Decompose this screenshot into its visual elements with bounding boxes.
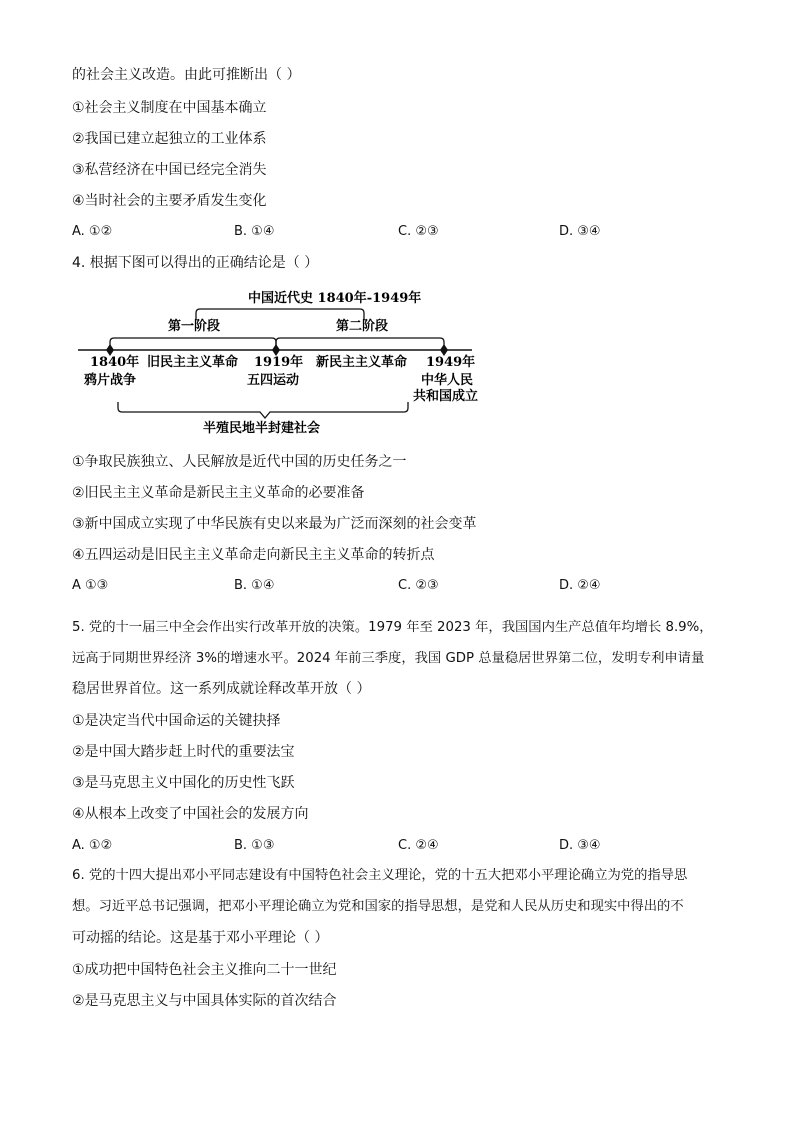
stage1-brace: [110, 338, 276, 348]
q5-item-3: ③是马克思主义中国化的历史性飞跃: [72, 775, 295, 791]
q4-option-c: C. ②③: [398, 578, 439, 593]
timeline-diagram: [0, 280, 794, 440]
diagram-stage2: 第二阶段: [336, 319, 389, 334]
q5-stem-line-1: 5. 党的十一届三中全会作出实行改革开放的决策。1979 年至 2023 年，我国国内生产总值年均增长 8.9%，: [72, 620, 713, 635]
q3-item-4: ④当时社会的主要矛盾发生变化: [72, 193, 267, 209]
diagram-top-label: 中国近代史 1840年-1949年: [248, 291, 422, 306]
q4-option-a: A ①③: [72, 578, 109, 593]
q3-option-c: C. ②③: [398, 224, 439, 239]
q3-option-d: D. ③④: [559, 224, 601, 239]
q3-item-3: ③私营经济在中国已经完全消失: [72, 162, 267, 178]
q4-stem: 4. 根据下图可以得出的正确结论是（ ）: [72, 255, 319, 271]
diagram-new-revolution: 新民主主义革命: [316, 355, 408, 370]
stage2-brace: [276, 338, 444, 348]
q5-option-c: C. ②④: [398, 838, 439, 853]
q5-option-b: B. ①③: [234, 838, 275, 853]
q6-stem-line-3: 可动摇的结论。这是基于邓小平理论（ ）: [72, 930, 329, 946]
q4-item-4: ④五四运动是旧民主主义革命走向新民主主义革命的转折点: [72, 547, 435, 563]
q6-item-2: ②是马克思主义与中国具体实际的首次结合: [72, 993, 337, 1009]
diagram-bottom-label: 半殖民地半封建社会: [203, 421, 321, 436]
q5-item-2: ②是中国大踏步赶上时代的重要法宝: [72, 744, 295, 760]
q6-stem-line-2: 想。习近平总书记强调，把邓小平理论确立为党和国家的指导思想，是党和人民从历史和现实中得出的不: [72, 899, 684, 914]
q6-stem-line-1: 6. 党的十四大提出邓小平同志建设有中国特色社会主义理论，党的十五大把邓小平理论确立为党的指导思: [72, 868, 688, 883]
q4-item-2: ②旧民主主义革命是新民主主义革命的必要准备: [72, 485, 365, 501]
q3-item-1: ①社会主义制度在中国基本确立: [72, 100, 267, 116]
q5-option-d: D. ③④: [559, 838, 601, 853]
diagram-stage1: 第一阶段: [168, 319, 221, 334]
q4-item-1: ①争取民族独立、人民解放是近代中国的历史任务之一: [72, 454, 407, 470]
q3-option-b: B. ①④: [234, 224, 275, 239]
q5-item-1: ①是决定当代中国命运的关键抉择: [72, 713, 281, 729]
q4-item-3: ③新中国成立实现了中华民族有史以来最为广泛而深刻的社会变革: [72, 516, 477, 532]
q5-option-a: A. ①②: [72, 838, 113, 853]
diagram-event-1949-line1: 中华人民: [421, 373, 474, 388]
diagram-year-1949: 1949年: [426, 355, 476, 370]
q3-option-a: A. ①②: [72, 224, 113, 239]
q5-stem-line-2: 远高于同期世界经济 3%的增速水平。2024 年前三季度，我国 GDP 总量稳居世界第二位，发明专利申请量: [72, 651, 705, 666]
q4-option-b: B. ①④: [234, 578, 275, 593]
q6-item-1: ①成功把中国特色社会主义推向二十一世纪: [72, 962, 337, 978]
q5-item-4: ④从根本上改变了中国社会的发展方向: [72, 806, 309, 822]
q5-stem-line-3: 稳居世界首位。这一系列成就诠释改革开放（ ）: [72, 681, 371, 697]
diagram-year-1919: 1919年: [254, 355, 304, 370]
diagram-year-1840: 1840年: [90, 355, 140, 370]
bottom-brace: [118, 402, 408, 418]
q3-stem-tail: 的社会主义改造。由此可推断出（ ）: [72, 67, 301, 83]
q4-option-d: D. ②④: [559, 578, 601, 593]
diagram-event-1840: 鸦片战争: [84, 373, 137, 388]
diagram-event-1949-line2: 共和国成立: [413, 389, 479, 404]
diagram-event-1919: 五四运动: [247, 373, 300, 388]
q3-item-2: ②我国已建立起独立的工业体系: [72, 131, 267, 147]
diagram-old-revolution: 旧民主主义革命: [147, 355, 239, 370]
